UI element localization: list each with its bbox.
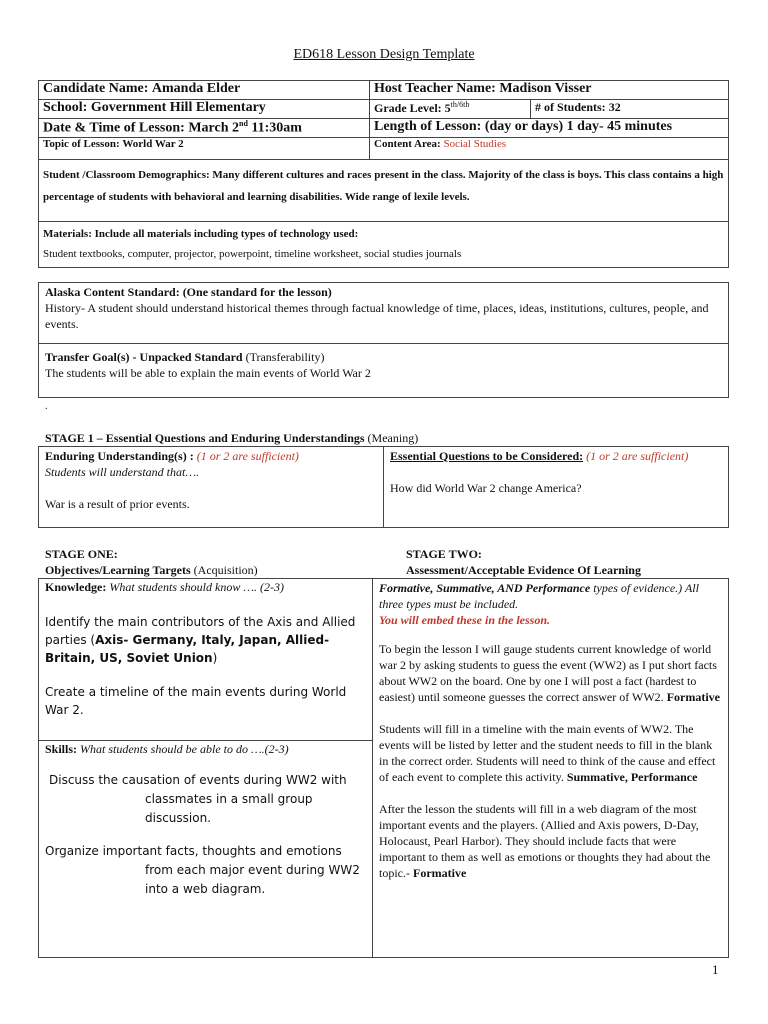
document-title: ED618 Lesson Design Template (293, 47, 475, 62)
assessment-paragraph-1: To begin the lesson I will gauge students current knowledge of world war 2 by asking students to guess the event (WW2) as I put short facts about WW2 on the board. One by one I will post a fact (hardest to easiest) until someone guesses the correct answer of WW2. Formative (379, 642, 720, 704)
content-area-cell: Content Area: Social Studies (370, 138, 729, 160)
assessment-intro: Formative, Summative, AND Performance types of evidence.) All three types must be included. (379, 581, 699, 611)
knowledge-label: Knowledge: (45, 580, 107, 594)
stage-two-heading: STAGE TWO: (406, 547, 482, 561)
candidate-cell: Candidate Name: Amanda Elder (39, 81, 370, 100)
stage1-heading: STAGE 1 – Essential Questions and Enduring Understandings (Meaning) (45, 431, 419, 445)
alaska-standard (45, 284, 720, 332)
skills-label: Skills: (45, 742, 78, 756)
knowledge-skills-divider (38, 740, 372, 741)
assessment-paragraph-2: Students will fill in a timeline with the main events of WW2. The events will be listed by letter and the student needs to fill in the blank in the correct order. Students will need to think of the cause and effect of each event to complete this activity. Summative, Performance (379, 722, 716, 784)
transfer-goal-label: Transfer Goal(s) - Unpacked Standard (45, 350, 243, 364)
materials-value: Student textbooks, computer, projector, powerpoint, timeline worksheet, social studies journals (43, 248, 462, 260)
header-table (38, 80, 729, 268)
school-cell: School: Government Hill Elementary (39, 100, 370, 119)
topic-cell: Topic of Lesson: World War 2 (39, 138, 370, 160)
standards-divider (38, 343, 729, 344)
assessment-paragraph-3: After the lesson the students will fill in a web diagram of the most important events and the players. (Allied and Axis powers, D-Day, Holocaust, Pearl Harbor). They should include facts that were important to them as well as emotions or thoughts they had about the topic.- Formative (379, 802, 711, 880)
stage-one-heading: STAGE ONE: (45, 547, 118, 561)
transfer-goal-note: (Transferability) (245, 350, 325, 364)
host-teacher-cell: Host Teacher Name: Madison Visser (370, 81, 729, 100)
demographics-cell: Student /Classroom Demographics: Many different cultures and races present in the class. Majority of the class is boys. This class contains a high percentage of students with behavioral and learning disabilities. Wide range of lexile levels. (39, 160, 729, 222)
knowledge-item-2: Create a timeline of the main events during World War 2. (45, 685, 347, 717)
stages-divider-vertical (372, 578, 373, 958)
alaska-standard-label: Alaska Content Standard: (One standard for the lesson) (45, 285, 332, 299)
students-cell: # of Students: 32 (531, 100, 729, 119)
eu-prompt: Students will understand that…. (45, 465, 200, 479)
stage-two-sub: Assessment/Acceptable Evidence Of Learning (406, 563, 641, 577)
length-cell: Length of Lesson: (day or days) 1 day- 45 minutes (370, 119, 729, 138)
eq-hint: (1 or 2 are sufficient) (586, 449, 689, 463)
transfer-goal (45, 349, 720, 381)
skills-item-2: Organize important facts, thoughts and emotions from each major event during WW2 into a web diagram. (45, 844, 360, 896)
stage-one-sub: Objectives/Learning Targets (Acquisition) (45, 563, 258, 577)
stage1-divider (383, 446, 384, 528)
alaska-standard-text: History- A student should understand historical themes through factual knowledge of time, places, ideas, institutions, cultures, people, and events. (45, 301, 709, 331)
eq-text: How did World War 2 change America? (390, 481, 582, 495)
essential-questions (390, 448, 720, 496)
page-number: 1 (712, 962, 719, 977)
assessment-section (379, 580, 721, 881)
skills-hint: What students should be able to do ….(2-3) (80, 742, 289, 756)
materials-label: Materials: Include all materials including types of technology used: (43, 228, 359, 240)
skills-section (45, 742, 367, 899)
eu-hint: (1 or 2 are sufficient) (196, 449, 299, 463)
knowledge-section (45, 580, 367, 719)
enduring-understandings (45, 448, 378, 512)
assessment-embed-note: You will embed these in the lesson. (379, 613, 551, 627)
date-cell: Date & Time of Lesson: March 2nd 11:30am (39, 119, 370, 138)
stray-dot: . (45, 401, 48, 412)
skills-item-1: Discuss the causation of events during WW2 with classmates in a small group discussion. (49, 773, 347, 825)
knowledge-item-1: Identify the main contributors of the Axis and Allied parties (Axis- Germany, Italy, Japan, Allied- Britain, US, Soviet Union) (45, 615, 356, 665)
eq-label: Essential Questions to be Considered: (390, 449, 584, 463)
knowledge-hint: What students should know …. (2-3) (109, 580, 284, 594)
materials-cell (39, 222, 729, 268)
eu-text: War is a result of prior events. (45, 497, 190, 511)
eu-label: Enduring Understanding(s) : (45, 449, 194, 463)
grade-cell: Grade Level: $5^{th/6th}$ (370, 100, 531, 119)
transfer-goal-text: The students will be able to explain the main events of World War 2 (45, 366, 371, 380)
